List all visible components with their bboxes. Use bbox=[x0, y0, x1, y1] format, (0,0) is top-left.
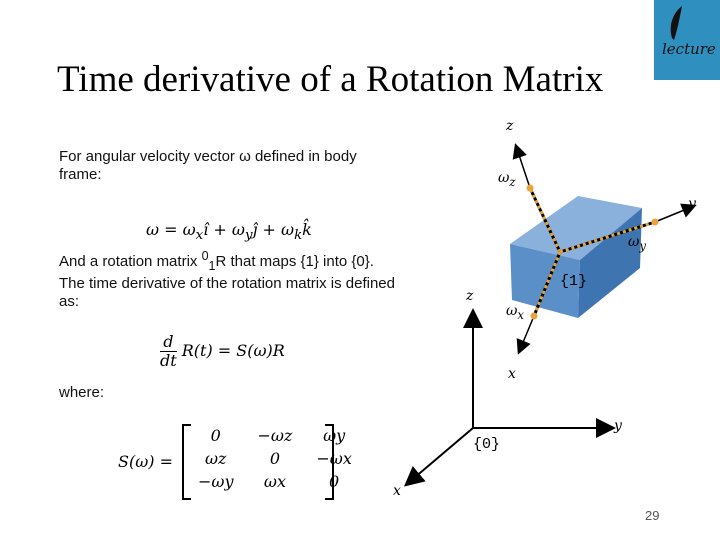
omega-y-label: $\omega_y$ bbox=[628, 234, 647, 253]
rotation-text: And a rotation matrix $^0_1$R that maps {1} into {0}. The time derivative of the rotation matrix is defined as: bbox=[59, 249, 395, 310]
frame0-x-axis bbox=[407, 428, 473, 484]
omega-x-label: $\omega_x$ bbox=[506, 303, 524, 322]
slide-title: Time derivative of a Rotation Matrix bbox=[57, 59, 604, 100]
omega-equation: $\omega = \omega_xî$ + $\omega_yĵ$ + $\omega_kk̂$ bbox=[146, 220, 312, 244]
matrix-cell: 0 bbox=[210, 426, 221, 445]
frame1-z-arrow bbox=[516, 146, 530, 188]
z-axis-dot bbox=[527, 185, 534, 192]
matrix-cell: −ωx bbox=[316, 449, 352, 468]
frame1-x-label: x bbox=[508, 366, 516, 382]
matrix-cell: 0 bbox=[269, 449, 281, 468]
frame1-z-label: z bbox=[506, 118, 514, 134]
where-text: where: bbox=[59, 384, 105, 401]
matrix-cell: −ωy bbox=[198, 472, 234, 491]
matrix-cell: −ωz bbox=[257, 426, 293, 445]
frame1-y-label: y bbox=[688, 196, 696, 212]
matrix-cell: ωy bbox=[323, 426, 346, 445]
frame0-x-label: x bbox=[393, 483, 401, 499]
logo-text: lecture bbox=[662, 40, 716, 58]
page-number: 29 bbox=[645, 508, 660, 523]
frame1-label: {1} bbox=[560, 273, 588, 290]
omega-z-label: $\omega_z$ bbox=[498, 170, 516, 189]
matrix-cell: ωx bbox=[263, 472, 286, 491]
frame0-y-label: y bbox=[614, 418, 622, 434]
y-axis-dot bbox=[652, 219, 659, 226]
matrix-cell: 0 bbox=[329, 472, 340, 491]
frame0-label: {0} bbox=[473, 436, 501, 453]
frame0-z-label: z bbox=[466, 288, 474, 304]
intro-text: For angular velocity vector ω defined in body frame: bbox=[59, 148, 357, 183]
derivative-equation: d dt R(t) = S(ω)R bbox=[160, 332, 285, 370]
s-matrix-lhs: S(ω) = bbox=[118, 452, 173, 471]
matrix-cell: ωz bbox=[205, 449, 227, 468]
x-axis-dot bbox=[531, 313, 538, 320]
